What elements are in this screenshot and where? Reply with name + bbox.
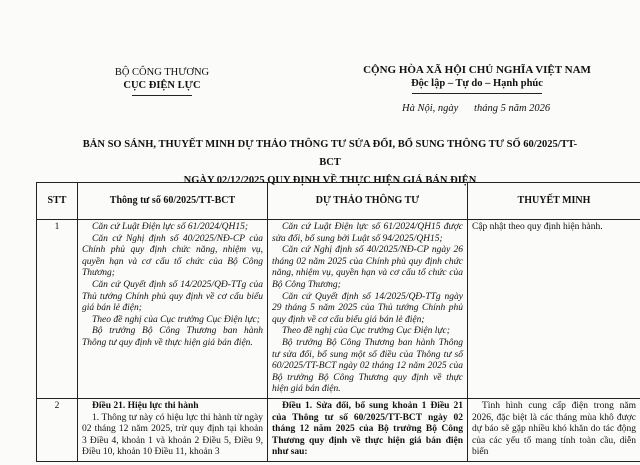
draft-legal-basis-cell — [268, 220, 468, 399]
current-legal-basis-cell — [78, 220, 268, 399]
motto-underline — [412, 93, 542, 94]
current-basis-item: Căn cứ Nghị định số 40/2025/NĐ-CP của Chính phủ quy định chức năng, nhiệm vụ, quyền hạn và cơ cấu tổ chức của Bộ Công Thương; — [82, 233, 263, 279]
current-basis-item: Bộ trưởng Bộ Công Thương ban hành Thông tư quy định về thực hiện giá bán điện. — [82, 326, 263, 348]
table-header-row — [37, 183, 640, 220]
explanation-cell — [468, 398, 640, 461]
draft-basis-item: Căn cứ Quyết định số 14/2025/QĐ-TTg ngày 29 tháng 5 năm 2025 của Thủ tướng Chính phủ quy định về cơ cấu biểu giá bán lẻ điện; — [272, 291, 463, 325]
current-basis-item: Theo đề nghị của Cục trưởng Cục Điện lực; — [92, 314, 260, 325]
draft-basis-item: Căn cứ Luật Điện lực số 61/2024/QH15 được sửa đổi, bổ sung bởi Luật số 94/2025/QH15; — [272, 222, 463, 244]
national-motto: Độc lập – Tự do – Hạnh phúc — [411, 78, 543, 89]
national-heading-block — [352, 64, 602, 94]
header-explanation: THUYẾT MINH — [468, 183, 640, 220]
ministry-name: BỘ CÔNG THƯƠNG — [114, 67, 210, 78]
draft-basis-item: Căn cứ Nghị định số 40/2025/NĐ-CP ngày 26 tháng 02 năm 2025 của Chính phủ quy định chức năng, nhiệm vụ, quyền hạn và cơ cấu tổ chức của Bộ Công Thương; — [272, 245, 463, 290]
table-row — [37, 398, 640, 461]
draft-article-cell — [268, 398, 468, 461]
header-draft-circular: DỰ THẢO THÔNG TƯ — [268, 183, 468, 220]
nation-name: CỘNG HÒA XÃ HỘI CHỦ NGHĨA VIỆT NAM — [363, 64, 591, 76]
comparison-table — [36, 182, 640, 462]
explanation-text: Tình hình cung cấp điện trong năm 2026, đặc biệt là các tháng mùa khô được dự báo sẽ gặp nhiều khó khăn do tác động của các yếu tố mang tính toàn cầu, diễn biến — [472, 400, 636, 458]
current-article-heading: Điều 21. Hiệu lực thi hành — [92, 400, 199, 411]
draft-article-heading: Điều 1. Sửa đổi, bổ sung khoản 1 Điều 21 của Thông tư số 60/2025/TT-BCT ngày 02 tháng 12 năm 2025 của Bộ trưởng Bộ Công Thương quy định về thực hiện giá bán điện như sau: — [272, 400, 463, 458]
department-name: CỤC ĐIỆN LỰC — [123, 80, 201, 91]
explanation-cell: Cập nhật theo quy định hiện hành. — [468, 220, 640, 399]
place-and-date: Hà Nội, ngày tháng 5 năm 2026 — [402, 103, 551, 114]
title-line-1: BẢN SO SÁNH, THUYẾT MINH DỰ THẢO THÔNG TƯ SỬA ĐỔI, BỔ SUNG THÔNG TƯ SỐ 60/2025/TT-BCT — [82, 139, 578, 168]
row-number: 2 — [37, 398, 78, 461]
title-line-2: NGÀY 02/12/2025 QUY ĐỊNH VỀ THỰC HIỆN GIÁ BÁN ĐIỆN — [183, 175, 477, 186]
row-number: 1 — [37, 220, 78, 399]
current-basis-item: Căn cứ Luật Điện lực số 61/2024/QH15; — [92, 222, 249, 232]
draft-basis-item: Bộ trưởng Bộ Công Thương ban hành Thông tư sửa đổi, bổ sung một số điều của Thông tư số 60/2025/TT-BCT ngày 02 tháng 12 năm 2025 của Bộ trưởng Bộ Công Thương quy định về thực hiện giá bán điện. — [272, 337, 463, 395]
table-row — [37, 220, 640, 399]
issuing-agency-block — [92, 66, 232, 96]
current-article-cell — [78, 398, 268, 461]
header-current-circular: Thông tư số 60/2025/TT-BCT — [78, 183, 268, 220]
draft-basis-item: Theo đề nghị của Cục trưởng Cục Điện lực; — [282, 326, 450, 337]
header-stt: STT — [37, 183, 78, 220]
agency-underline — [132, 95, 192, 96]
current-basis-item: Căn cứ Quyết định số 14/2025/QĐ-TTg của Thủ tướng Chính phủ quy định về cơ cấu biểu giá bán lẻ điện; — [82, 279, 263, 314]
current-article-text: 1. Thông tư này có hiệu lực thi hành từ ngày 02 tháng 12 năm 2025, trừ quy định tại khoản 3 Điều 4, khoản 1 và khoản 2 Điều 5, Điều 9, Điều 10, khoản 10 Điều 11, khoản 3 — [82, 412, 263, 458]
